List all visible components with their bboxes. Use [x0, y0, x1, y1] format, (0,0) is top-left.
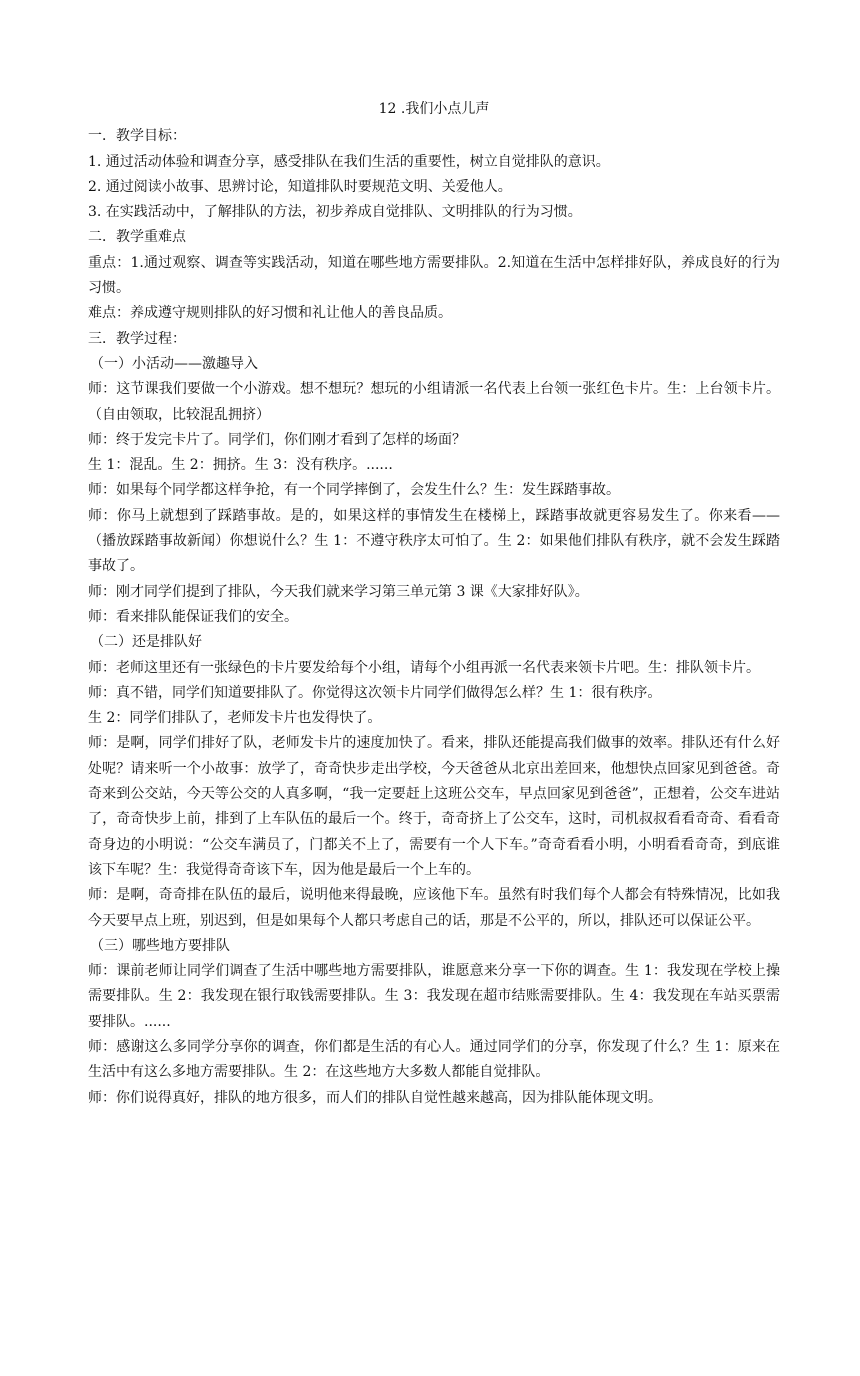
paragraph: 重点：1.通过观察、调查等实践活动，知道在哪些地方需要排队。2.知道在生活中怎样排好队，养成良好的行为习惯。	[88, 254, 780, 297]
paragraph: 生 1：混乱。生 2：拥挤。生 3：没有秩序。......	[88, 457, 393, 474]
paragraph: 师：看来排队能保证我们的安全。	[88, 608, 298, 625]
paragraph: 师：刚才同学们提到了排队，今天我们就来学习第三单元第 3 课《大家排好队》。	[88, 583, 589, 600]
paragraph: 师：真不错，同学们知道要排队了。你觉得这次领卡片同学们做得怎么样？生 1：很有秩序。	[88, 684, 662, 701]
paragraph: 师：终于发完卡片了。同学们，你们刚才看到了怎样的场面？	[88, 431, 466, 448]
paragraph: 师：是啊，奇奇排在队伍的最后，说明他来得最晚，应该他下车。虽然有时我们每个人都会有特殊情况，比如我今天要早点上班，别迟到，但是如果每个人都只考虑自己的话，那是不公平的，所以，排队还可以保证公平。	[88, 887, 780, 929]
paragraph: 师：是啊，同学们排好了队，老师发卡片的速度加快了。看来，排队还能提高我们做事的效率。排队还有什么好处呢？请来听一个小故事：放学了，奇奇快步走出学校，今天爸爸从北京出差回来，他想快点回家见到爸爸。奇奇来到公交站，今天等公交的人真多啊，“我一定要赶上这班公交车，早点回家见到爸爸”，正想着，公交车进站了，奇奇快步上前，排到了上车队伍的最后一个。终于，奇奇挤上了公交车，这时，司机叔叔看看奇奇、看看奇奇身边的小明说：“公交车满员了，门都关不上了，需要有一个人下车。”奇奇看看小明，小明看看奇奇，到底谁该下车呢？生：我觉得奇奇该下车，因为他是最后一个上车的。	[88, 735, 780, 878]
paragraph: （一）小活动——激趣导入	[90, 355, 258, 372]
paragraph: 生 2：同学们排队了，老师发卡片也发得快了。	[88, 710, 382, 727]
paragraph: 3. 在实践活动中，了解排队的方法，初步养成自觉排队、文明排队的行为习惯。	[88, 204, 582, 221]
paragraph: 师：课前老师让同学们调查了生活中哪些地方需要排队，谁愿意来分享一下你的调查。生 1：我发现在学校上操需要排队。生 2：我发现在银行取钱需要排队。生 3：我发现在超市结账需要排队。生 4：我发现在车站买票需要排队。......	[88, 963, 780, 1030]
paragraph: 1. 通过活动体验和调查分享，感受排队在我们生活的重要性，树立自觉排队的意识。	[88, 153, 610, 170]
paragraph: 一．教学目标：	[88, 128, 186, 145]
paragraph: 师：如果每个同学都这样争抢，有一个同学摔倒了，会发生什么？生：发生踩踏事故。	[88, 482, 620, 499]
document-title: 12 .我们小点儿声	[378, 101, 490, 117]
document-body	[88, 124, 780, 1111]
paragraph: 师：老师这里还有一张绿色的卡片要发给每个小组，请每个小组再派一名代表来领卡片吧。生：排队领卡片。	[88, 659, 760, 676]
paragraph: 师：你马上就想到了踩踏事故。是的，如果这样的事情发生在楼梯上，踩踏事故就更容易发生了。你来看——（播放踩踏事故新闻）你想说什么？生 1：不遵守秩序太可怕了。生 2：如果他们排队有秩序，就不会发生踩踏事故了。	[88, 507, 780, 575]
paragraph: 2. 通过阅读小故事、思辨讨论，知道排队时要规范文明、关爱他人。	[88, 178, 512, 195]
paragraph: 二．教学重难点	[88, 229, 186, 246]
paragraph: 师：感谢这么多同学分享你的调查，你们都是生活的有心人。通过同学们的分享，你发现了什么？生 1：原来在生活中有这么多地方需要排队。生 2：在这些地方大多数人都能自觉排队。	[88, 1038, 780, 1081]
paragraph: 师：这节课我们要做一个小游戏。想不想玩？想玩的小组请派一名代表上台领一张红色卡片。生：上台领卡片。（自由领取，比较混乱拥挤）	[88, 381, 780, 423]
paragraph: 师：你们说得真好，排队的地方很多，而人们的排队自觉性越来越高，因为排队能体现文明。	[88, 1089, 662, 1106]
paragraph: （二）还是排队好	[90, 634, 202, 651]
paragraph: 难点：养成遵守规则排队的好习惯和礼让他人的善良品质。	[88, 305, 452, 322]
paragraph: 三．教学过程：	[88, 330, 186, 347]
paragraph: （三）哪些地方要排队	[90, 937, 230, 954]
